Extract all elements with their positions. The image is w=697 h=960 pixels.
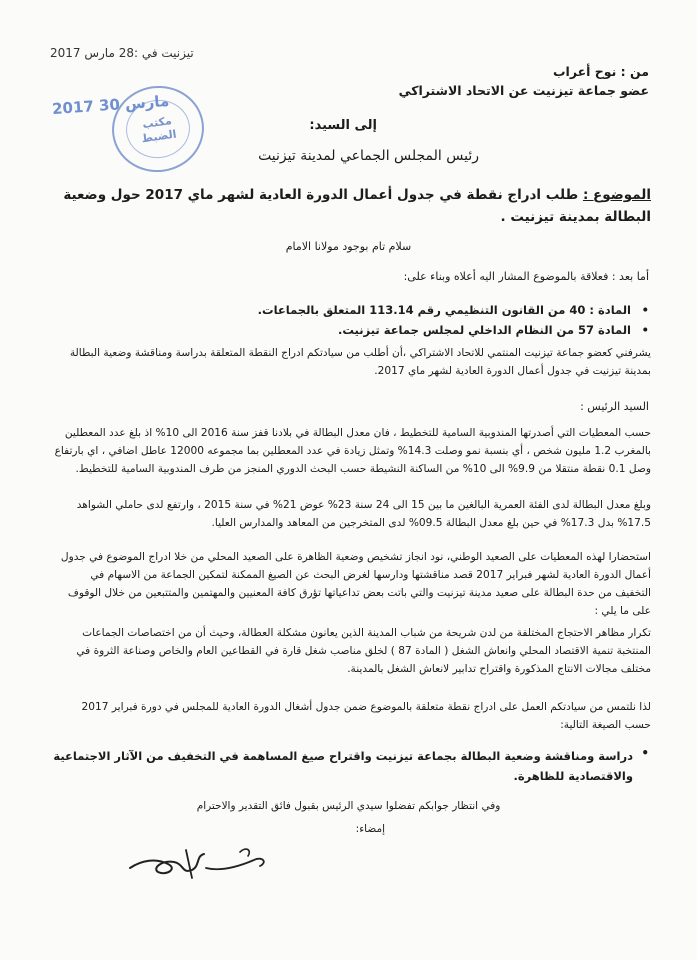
salutation: السيد الرئيس :: [580, 400, 649, 413]
closing-line: وفي انتظار جوابكم تفضلوا سيدي الرئيس بقبول فائق التقدير والاحترام: [196, 800, 501, 812]
stamp-text-line2: الضبط: [140, 127, 178, 146]
subject-block: [52, 184, 651, 228]
signature-label: إمضاء:: [355, 823, 385, 835]
subject-text: طلب ادراج نقطة في جدول أعمال الدورة العادية لشهر ماي 2017 حول وضعية البطالة بمدينة تيزنيت .: [63, 187, 651, 225]
date-line: تيزنيت في :28 مارس 2017: [50, 46, 194, 60]
recipient-label: إلى السيد:: [309, 118, 377, 133]
sender-block: [399, 62, 649, 100]
paragraph-local-diagnosis: استحضارا لهذه المعطيات على الصعيد الوطني، نود انجاز تشخيص وضعية الظاهرة على الصعيد المحلي من خلا ادراج الموضوع في جدول أعمال الدورة العادية لشهر فبراير 2017 قصد مناقشتها ودارسها لغرض البحث عن الصيغ الممكنة لتمكين الجماعة من الاسهام في التخفيف من حدة البطالة على صعيد مدينة تيزنيت والتي باتت بعض تداعياتها تؤرق كافة المعنيين والمهتمين والمتتبعين من خلال الوقوف على ما يلي :: [60, 551, 651, 617]
handwritten-signature: [122, 838, 292, 888]
paragraph-protests: تكرار مظاهر الاحتجاج المختلفة من لدن شريحة من شباب المدينة الذين يعانون مشكلة العطالة، وحيث أن من اختصاصات الجماعات المنتخبة تنمية الاقتصاد المحلي وانعاش الشغل ( المادة 87 ) لخلق مناصب شغل قارة في القطاعين العام والخاص وصناعة الثروة في مختلف مجالات الانتاج المذكورة واقتراح تدابير لانعاش الشغل بالمدينة.: [76, 627, 651, 675]
stamp-text-line1: مكتب: [141, 114, 173, 132]
recipient-name: رئيس المجلس الجماعي لمدينة تيزنيت: [258, 148, 479, 164]
demand-item: دراسة ومناقشة وضعية البطالة بجماعة تيزنيت واقتراح صيغ المساهمة في التخفيف من الآثار الاجتماعية والاقتصادية للظاهرة.: [53, 749, 633, 783]
paragraph-petition: لذا نلتمس من سيادتكم العمل على ادراج نقطة متعلقة بالموضوع ضمن جدول أشغال الدورة العادية للمجلس في دورة فبراير 2017 حسب الصيغة التالية:: [81, 701, 651, 731]
stamp-received-date: 2017 مارس 30: [51, 91, 170, 119]
greeting: سلام تام بوجود مولانا الامام: [285, 240, 412, 253]
intro-line: أما بعد : فعلاقة بالموضوع المشار اليه أعلاه وبناء على:: [403, 270, 649, 283]
stamp-text: [113, 110, 204, 150]
references-list: [258, 300, 649, 340]
paragraph-request: يشرفني كعضو جماعة تيزنيت المنتمي للاتحاد الاشتراكي ،أن أطلب من سيادتكم ادراج النقطة المتعلقة بدراسة ومناقشة وضعية البطالة بمدينة تيزنيت في جدول أعمال الدورة العادية لشهر ماي 2017.: [69, 347, 651, 377]
reference-item: • المادة 57 من النظام الداخلي لمجلس جماعة تيزنيت.: [258, 320, 649, 340]
sender-from: من : نوح أعراب: [552, 64, 649, 79]
reference-item: • المادة : 40 من القانون التنظيمي رقم 113.14 المتعلق بالجماعات.: [258, 300, 649, 320]
paragraph-statistics: حسب المعطيات التي أصدرتها المندوبية السامية للتخطيط ، فان معدل البطالة في بلادنا قفز سنة 2016 الى 10% اذ بلغ عدد المعطلين بالمغرب 1.2 مليون شخص ، أي بنسبة نمو وصلت 14.3% وتمثل زيادة في عدد المعطلين بما مجموعه 12000 عاطل اضافي ، اي بارتفاع وصل 0.1 نقطة منتقلا من 9.9% الى 10% من الساكنة النشيطة حسب البحث الدوري المنجز من طرف المندوبية السامية للتخطيط.: [54, 427, 651, 475]
paragraph-youth-rates: وبلغ معدل البطالة لدى الفئة العمرية البالغين ما بين 15 الى 24 سنة 23% عوض 21% في سنة 2015 ، وارتفع لدى حاملي الشواهد 17.5% بدل 17.3% في حين بلغ معدل البطالة 09.5% لدى المتخرجين من المعاهد والمدارس العليا.: [76, 499, 651, 529]
sender-role: عضو جماعة تيزنيت عن الاتحاد الاشتراكي: [398, 83, 649, 98]
demand-bullet-icon: •: [641, 746, 649, 760]
subject-label: الموضوع :: [582, 187, 651, 203]
